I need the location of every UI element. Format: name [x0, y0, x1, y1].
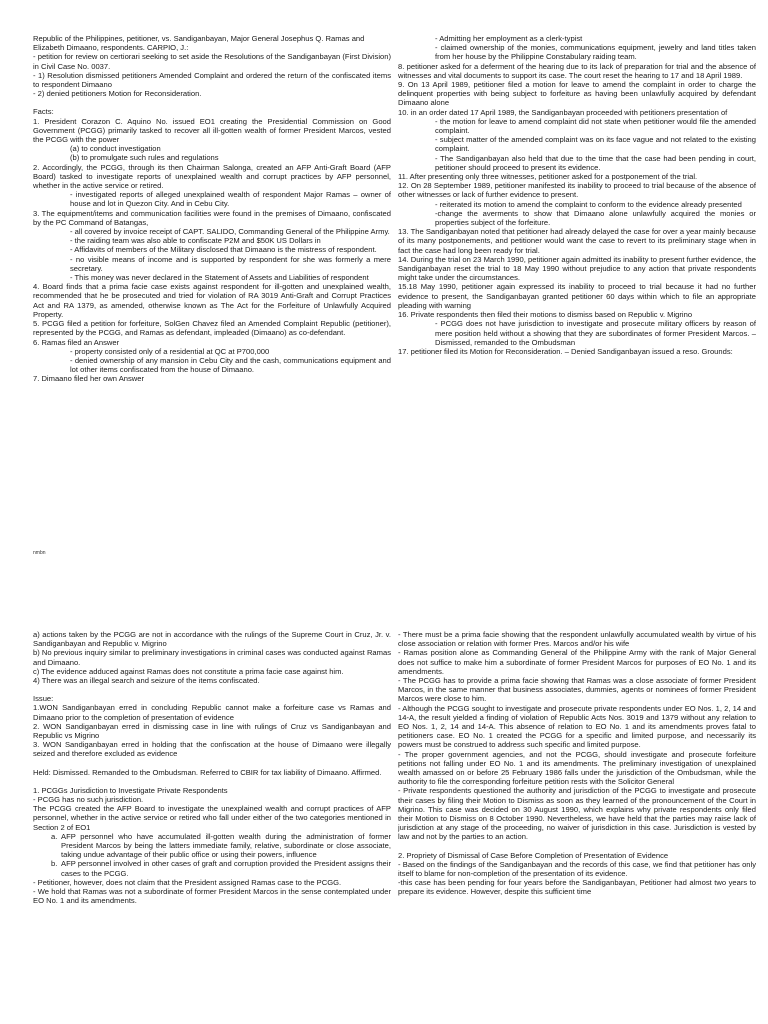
paragraph: 13. The Sandiganbayan noted that petitioner had already delayed the case for over a year mainly because of its many postponements, and petitioner would want the case to revert to its preliminary stage when in fact the case had long been ready for trial.: [398, 227, 756, 255]
paragraph: -change the averments to show that Dimaano alone unlawfully acquired the monies or properties subject of the forfeiture.: [435, 208, 756, 228]
paragraph: - Although the PCGG sought to investigate and prosecute private respondents under EO Nos. 1, 2, 14 and 14-A, the result yielded a finding of violation of Republic Acts Nos. 3019 and 1379 without any relation to EO Nos. 1, 2, 14 and 14-A. This absence of relation to EO No. 1 and its amendments proves fatal to petitioners case. EO No. 1 created the PCGG for a specific and limited purpose, and necessarily its powers must be construed to address such specific and limited purpose.: [398, 703, 756, 750]
paragraph: - 2) denied petitioners Motion for Reconsideration.: [33, 89, 202, 99]
paragraph: Issue:: [33, 694, 54, 704]
paragraph: 4) There was an illegal search and seizure of the items confiscated.: [33, 676, 260, 686]
paragraph: The PCGG created the AFP Board to investigate the unexplained wealth and corrupt practices of AFP personnel, whether in the active service or retired who fall under either of the two categories mentioned in Section 2 of EO1: [33, 804, 391, 832]
paragraph: 7. Dimaano filed her own Answer: [33, 374, 145, 384]
paragraph: 2. Propriety of Dismissal of Case Before Completion of Presentation of Evidence: [398, 850, 669, 860]
page-1-right-column: [398, 34, 756, 600]
paragraph: - property consisted only of a residential at QC at P700,000: [70, 346, 270, 356]
paragraph: - The PCGG has to provide a prima facie showing that Ramas was a close associate of former President Marcos, in the same manner that business associates, dummies, agents or nominees of former President Marcos were close to him.: [398, 676, 756, 704]
paragraph: - The proper government agencies, and not the PCGG, should investigate and prosecute forfeiture petitions not falling under EO No. 1 and its amendments. The preliminary investigation of unexplained wealth amassed on or before 25 February 1986 falls under the jurisdiction of the Ombudsman, while the authority to file the corresponding forfeiture petition rests with the Solicitor General: [398, 749, 756, 787]
paragraph: - Based on the findings of the Sandiganbayan and the records of this case, we find that petitioner has only itself to blame for non-completion of the presentation of its evidence.: [398, 859, 756, 879]
list-item-text: AFP personnel involved in other cases of graft and corruption provided the President assigns their cases to the PCGG.: [61, 859, 391, 878]
paragraph: 6. Ramas filed an Answer: [33, 337, 120, 347]
paragraph: 2. Accordingly, the PCGG, through its then Chairman Salonga, created an AFP Anti-Graft Board (AFP Board) tasked to investigate reports of unexplained wealth and corrupt practices by AFP personnel, whether in the active service or retired.: [33, 162, 391, 191]
paragraph: 12. On 28 September 1989, petitioner manifested its inability to proceed to trial because of the absence of other witnesses or lack of further evidence to present.: [398, 181, 756, 200]
paragraph: - PCGG has no such jurisdiction.: [33, 795, 144, 805]
paragraph: 11. After presenting only three witnesses, petitioner asked for a postponement of the trial.: [398, 172, 698, 182]
paragraph: Republic of the Philippines, petitioner, vs. Sandiganbayan, Major General Josephus Q. Ramas and Elizabeth Dimaano, respondents. CARPIO, J.:: [33, 34, 365, 53]
paragraph: - Affidavits of members of the Military disclosed that Dimaano is the mistress of respondent.: [70, 245, 377, 255]
paragraph: 3. WON Sandiganbayan erred in holding that the confiscation at the house of Dimaano were illegally seized and therefore excluded as evidence: [33, 740, 391, 759]
page-1-left-column: [33, 34, 391, 600]
paragraph: - claimed ownership of the monies, communications equipment, jewelry and land titles taken from her house by the Philippine Constabulary raiding team.: [435, 43, 756, 62]
paragraph-spacer: [33, 685, 391, 694]
paragraph: 3. The equipment/items and communication facilities were found in the premises of Dimaano, confiscated by the PC Command of Batangas,: [33, 208, 391, 227]
paragraph: - denied ownership of any mansion in Cebu City and the cash, communications equipment and lot other items confiscated from the house of Dimaano.: [70, 355, 391, 375]
paragraph: - investigated reports of alleged unexplained wealth of respondent Major Ramas – owner of house and lot in Quezon City. And in Cebu City.: [70, 190, 391, 209]
paragraph: 4. Board finds that a prima facie case exists against respondent for ill-gotten and unexplained wealth, recommended that he be prosecuted and tried for violation of RA 3019 Anti-Graft and Corrupt Practices Act and RA 1379, as amended, otherwise known as The Act for the Forfeiture of Unlawfully Acquired Property.: [33, 282, 391, 319]
paragraph: 9. On 13 April 1989, petitioner filed a motion for leave to amend the complaint in order to charge the delinquent properties with being subject to forfeiture as having been unlawfully acquired by defendant Dimaano alone: [398, 80, 756, 108]
paragraph: Held: Dismissed. Remanded to the Ombudsman. Referred to CBIR for tax liability of Dimaano. Affirmed.: [33, 767, 382, 777]
paragraph: -this case has been pending for four years before the Sandiganbayan, Petitioner had almost two years to prepare its evidence. However, despite this sufficient time: [398, 878, 756, 897]
paragraph: - no visible means of income and is supported by respondent for she was formerly a mere secretary.: [70, 254, 391, 273]
paragraph: 1.WON Sandiganbayan erred in concluding Republic cannot make a forfeiture case vs Ramas and Dimaano prior to the completion of presentation of evidence: [33, 703, 391, 722]
paragraph: - all covered by invoice receipt of CAPT. SALIDO, Commanding General of the Philippine Army.: [70, 227, 390, 237]
paragraph-spacer: [398, 842, 756, 851]
list-item: [33, 859, 391, 877]
paragraph: - the motion for leave to amend complaint did not state when petitioner would file the amended complaint.: [435, 116, 756, 136]
paragraph: 2. WON Sandiganbayan erred in dismissing case in line with rulings of Cruz vs Sandiganbayan and Republic vs Migrino: [33, 721, 391, 741]
page-2-left-column: [33, 630, 391, 1024]
paragraph: - reiterated its motion to amend the complaint to conform to the evidence already presented: [435, 199, 742, 209]
paragraph: 1. President Corazon C. Aquino No. issued EO1 creating the Presidential Commission on Good Government (PCGG) primarily tasked to recover all ill-gotten wealth of former President Marcos, vested the PCGG with the power: [33, 116, 391, 145]
page-1-footer-note: nmbn: [33, 550, 46, 556]
paragraph: - We hold that Ramas was not a subordinate of former President Marcos in the sense contemplated under EO No. 1 and its amendments.: [33, 887, 391, 906]
paragraph: - Admitting her employment as a clerk-typist: [435, 34, 583, 43]
paragraph: 8. petitioner asked for a deferment of the hearing due to its lack of preparation for trial and the absence of witnesses and vital documents to support its case. The court reset the hearing to 17 and 18 April 1989.: [398, 61, 756, 80]
list-item-text: AFP personnel who have accumulated ill-gotten wealth during the administration of former President Marcos by being the latters immediate family, relative, subordinate or close associate, taking undue advantage of their public office or using their powers, influence: [61, 831, 391, 860]
paragraph: 5. PCGG filed a petition for forfeiture, SolGen Chavez filed an Amended Complaint Republic (petitioner), represented by the PCGG, and Ramas as defendant, impleaded (Dimaano) as co-defendant.: [33, 319, 391, 338]
page-2: [0, 614, 768, 1024]
paragraph: a) actions taken by the PCGG are not in accordance with the rulings of the Supreme Court in Cruz, Jr. v. Sandiganbayan and Republic v. Migrino: [33, 630, 391, 649]
paragraph: - Petitioner, however, does not claim that the President assigned Ramas case to the PCGG.: [33, 877, 342, 887]
paragraph: - The Sandiganbayan also held that due to the time that the case had been pending in court, petitioner should proceed to present its evidence.: [435, 153, 756, 172]
paragraph: - There must be a prima facie showing that the respondent unlawfully accumulated wealth by virtue of his close association or relation with former Pres. Marcos and/or his wife: [398, 630, 756, 649]
paragraph-spacer: [33, 759, 391, 768]
paragraph: - the raiding team was also able to confiscate P2M and $50K US Dollars in: [70, 236, 321, 246]
paragraph: - Ramas position alone as Commanding General of the Philippine Army with the rank of Major General does not suffice to make him a subordinate of former President Marcos for purposes of EO No. 1 and its amendments.: [398, 648, 756, 676]
paragraph: 14. During the trial on 23 March 1990, petitioner again admitted its inability to present further evidence, the Sandiganbayan reset the trial to 18 May 1990 without prejudice to any action that private respondents might take under the circumstances.: [398, 254, 756, 283]
paragraph: - petition for review on certiorari seeking to set aside the Resolutions of the Sandiganbayan (First Division) in Civil Case No. 0037.: [33, 52, 391, 71]
paragraph: 10. in an order dated 17 April 1989, the Sandiganbayan proceeded with petitioners presentation of: [398, 107, 728, 117]
paragraph: c) The evidence adduced against Ramas does not constitute a prima facie case against him.: [33, 666, 344, 676]
paragraph: Facts:: [33, 107, 54, 117]
paragraph: 16. Private respondents then filed their motions to dismiss based on Republic v. Migrino: [398, 310, 693, 320]
paragraph: (a) to conduct investigation: [70, 144, 161, 154]
paragraph: 15.18 May 1990, petitioner again expressed its inability to proceed to trial because it had no further evidence to present, the Sandiganbayan granted petitioner 60 days within which to file an appropriate pleading with warning: [398, 282, 756, 310]
paragraph: - subject matter of the amended complaint was on its face vague and not related to the existing complaint.: [435, 135, 756, 154]
paragraph: - Private respondents questioned the authority and jurisdiction of the PCGG to investigate and prosecute their cases by filing their Motion to Dismiss as soon as they learned of the pronouncement of the Court in Migrino. This case was decided on 30 August 1990, which explains why private respondents only filed their Motion to Dismiss on 8 October 1990. Nevertheless, we have held that the parties may raise lack of jurisdiction at any stage of the proceeding, no waiver of jurisdiction in this case. Jurisdiction is vested by law and not by the parties to an action.: [398, 786, 756, 842]
page-2-right-column: [398, 630, 756, 1024]
paragraph: b) No previous inquiry similar to preliminary investigations in criminal cases was conducted against Ramas and Dimaano.: [33, 648, 391, 667]
paragraph: 17. petitioner filed its Motion for Reconsideration. – Denied Sandiganbayan issued a reso. Grounds:: [398, 346, 733, 356]
paragraph-spacer: [33, 777, 391, 786]
paragraph: (b) to promulgate such rules and regulations: [70, 153, 219, 163]
paragraph: - PCGG does not have jurisdiction to investigate and prosecute military officers by reason of mere position held without a showing that they are subordinates of former President Marcos. –Dismissed, remanded to the Ombudsman: [435, 319, 756, 347]
list-item: [33, 832, 391, 860]
paragraph: 1. PCGGs Jurisdiction to Investigate Private Respondents: [33, 785, 228, 795]
paragraph: - This money was never declared in the Statement of Assets and Liabilities of respondent: [70, 273, 369, 283]
list-marker: a.: [51, 831, 58, 841]
paragraph-spacer: [33, 98, 391, 107]
list-marker: b.: [51, 859, 58, 869]
paragraph: - 1) Resolution dismissed petitioners Amended Complaint and ordered the return of the confiscated items to respondent Dimaano: [33, 70, 391, 90]
